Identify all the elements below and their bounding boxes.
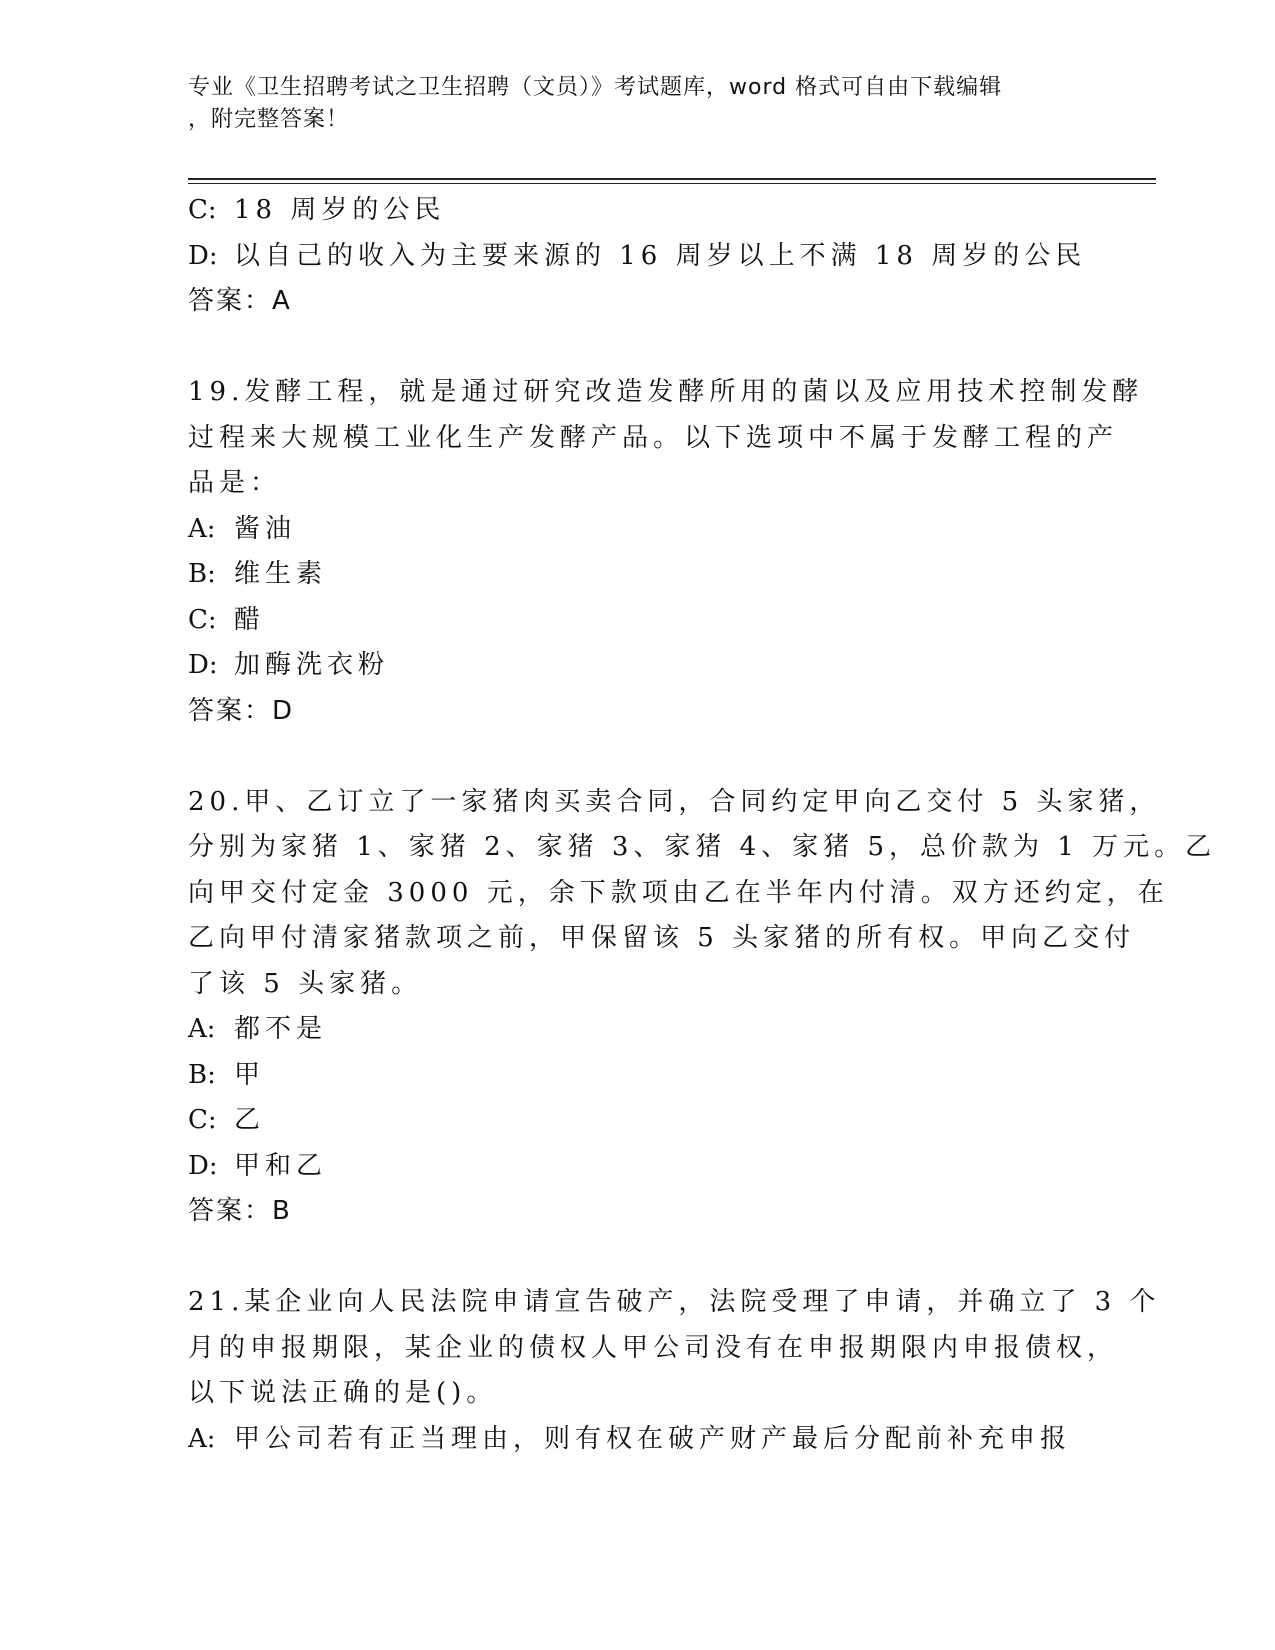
header-rule-thick — [188, 178, 1156, 180]
header-rule-thin — [188, 183, 1156, 184]
q19-stem-line-2: 过程来大规模工业化生产发酵产品。以下选项中不属于发酵工程的产 — [188, 422, 1119, 453]
document-header — [188, 72, 1068, 136]
q18-answer: 答案：A — [188, 286, 292, 316]
q20-option-a: A: 都不是 — [188, 1014, 328, 1044]
header-line-2: ，附完整答案！ — [188, 107, 350, 132]
q21-stem-line-3: 以下说法正确的是()。 — [188, 1378, 498, 1408]
q21-stem-line-2: 月的申报期限，某企业的债权人甲公司没有在申报期限内申报债权， — [188, 1332, 1119, 1363]
q20-stem-line-2: 分别为家猪 1、家猪 2、家猪 3、家猪 4、家猪 5，总价款为 1 万元。乙 — [188, 832, 1217, 862]
q20-option-d: D: 甲和乙 — [188, 1150, 328, 1181]
q19-option-a: A: 酱油 — [188, 513, 297, 544]
question-content — [188, 188, 1217, 1462]
q20-stem-line-3: 向甲交付定金 3000 元，余下款项由乙在半年内付清。双方还约定，在 — [188, 877, 1169, 908]
header-line-1: 专业《卫生招聘考试之卫生招聘（文员）》考试题库，word 格式可自由下载编辑 — [188, 75, 1003, 100]
q19-option-b: B: 维生素 — [188, 559, 328, 589]
q20-option-c: C: 乙 — [188, 1105, 266, 1135]
q20-option-b: B: 甲 — [188, 1059, 266, 1090]
q20-stem-line-1: 20.甲、乙订立了一家猪肉买卖合同，合同约定甲向乙交付 5 头家猪， — [188, 786, 1161, 817]
q21-option-a: A: 甲公司若有正当理由，则有权在破产财产最后分配前补充申报 — [188, 1423, 1072, 1454]
q19-stem-line-3: 品是： — [188, 468, 282, 498]
q19-answer: 答案：D — [188, 695, 295, 726]
q19-option-c: C: 醋 — [188, 604, 266, 635]
q20-answer: 答案：B — [188, 1196, 292, 1226]
q19-stem-line-1: 19.发酵工程，就是通过研究改造发酵所用的菌以及应用技术控制发酵 — [188, 377, 1144, 407]
q19-option-d: D: 加酶洗衣粉 — [188, 650, 390, 680]
q20-stem-line-4: 乙向甲付清家猪款项之前，甲保留该 5 头家猪的所有权。甲向乙交付 — [188, 923, 1136, 953]
q21-stem-line-1: 21.某企业向人民法院申请宣告破产，法院受理了申请，并确立了 3 个 — [188, 1287, 1161, 1317]
q18-option-d: D: 以自己的收入为主要来源的 16 周岁以上不满 18 周岁的公民 — [188, 240, 1087, 271]
q18-option-c: C: 18 周岁的公民 — [188, 195, 446, 225]
q20-stem-line-5: 了该 5 头家猪。 — [188, 968, 423, 999]
